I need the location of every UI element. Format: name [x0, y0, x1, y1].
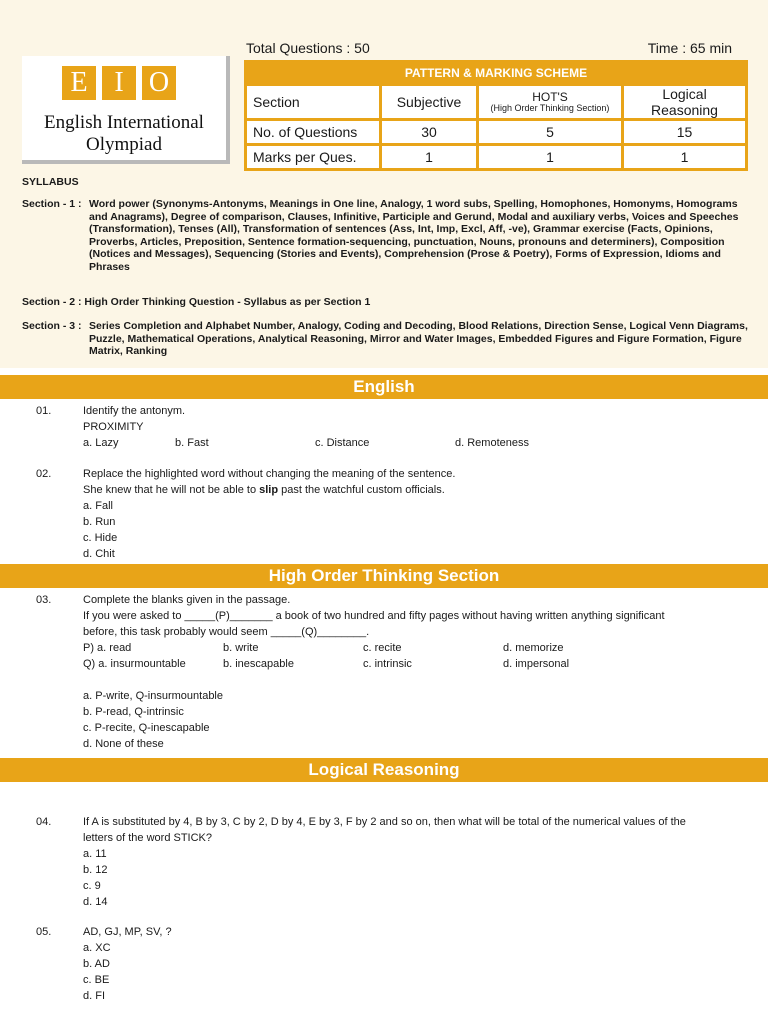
cell-value: 5: [478, 120, 623, 145]
logo-title-line1: English International: [44, 112, 204, 133]
option-a: a. Lazy: [83, 437, 119, 449]
col-subjective: Subjective: [381, 85, 478, 120]
row-label: Marks per Ques.: [246, 145, 381, 170]
col-hots-title: HOT'S: [532, 90, 568, 104]
syllabus-section-3: [22, 320, 752, 358]
logo-title-line2: Olympiad: [86, 134, 162, 155]
passage-line-2: before, this task probably would seem _____(Q)________.: [83, 626, 370, 638]
option-d: d. FI: [83, 990, 106, 1002]
p-options-row: [83, 640, 743, 656]
section-3-label: Section - 3 :: [22, 320, 82, 332]
scheme-row: [246, 145, 747, 170]
option-c: c. Distance: [315, 437, 370, 449]
option-a: a. XC: [83, 942, 111, 954]
question-number: 04.: [36, 816, 52, 828]
syllabus-heading: SYLLABUS: [22, 176, 79, 188]
col-hots-subtitle: (High Order Thinking Section): [490, 103, 610, 113]
syllabus-section-1: [22, 198, 752, 273]
option-a: a. Fall: [83, 500, 113, 512]
total-questions: Total Questions : 50: [246, 40, 370, 56]
option-a: a. P-write, Q-insurmountable: [83, 690, 223, 702]
cell-value: 15: [623, 120, 747, 145]
question-number: 02.: [36, 468, 52, 480]
q-options-row: [83, 656, 743, 672]
q-option-c: c. intrinsic: [363, 658, 412, 670]
english-band: English: [0, 375, 768, 399]
cell-value: 30: [381, 120, 478, 145]
scheme-caption: PATTERN & MARKING SCHEME: [246, 62, 747, 85]
col-logical: Logical Reasoning: [623, 85, 747, 120]
question-text: Complete the blanks given in the passage.: [83, 594, 291, 606]
question-number: 05.: [36, 926, 52, 938]
option-c: c. BE: [83, 974, 110, 986]
section-1-label: Section - 1 :: [22, 198, 82, 210]
cell-value: 1: [478, 145, 623, 170]
p-option-c: c. recite: [363, 642, 402, 654]
question-sentence: [83, 482, 743, 498]
cell-value: 1: [623, 145, 747, 170]
option-d: d. None of these: [83, 738, 164, 750]
marking-scheme-table: [244, 60, 748, 171]
sentence-end: past the watchful custom officials.: [278, 484, 445, 496]
header-panel: [0, 0, 768, 368]
section-3-topics: Series Completion and Alphabet Number, Analogy, Coding and Decoding, Blood Relations, Direction Sense, Logical Venn Diagrams, Puzzle, Mathematical Operations, Analytical Reasoning, Mirror and Water Images, Embedded Figures and Figure Formation, Figure Matrix, Ranking: [89, 320, 748, 357]
option-b: b. Run: [83, 516, 116, 528]
logo-letter-o: O: [142, 66, 176, 100]
q-option-d: d. impersonal: [503, 658, 570, 670]
hots-band: High Order Thinking Section: [0, 564, 768, 588]
option-d: d. Chit: [83, 548, 115, 560]
logical-band: Logical Reasoning: [0, 758, 768, 782]
option-d: d. 14: [83, 896, 108, 908]
eio-logo: [22, 56, 230, 164]
passage-line-1: If you were asked to _____(P)_______ a book of two hundred and fifty pages without having written anything significant: [83, 610, 665, 622]
option-b: b. P-read, Q-intrinsic: [83, 706, 184, 718]
options-row: [83, 435, 743, 451]
p-option-a: P) a. read: [83, 642, 132, 654]
question-text: If A is substituted by 4, B by 3, C by 2, D by 4, E by 3, F by 2 and so on, then what will be total of the numerical values of the: [83, 816, 686, 828]
option-b: b. Fast: [175, 437, 209, 449]
q-option-b: b. inescapable: [223, 658, 294, 670]
time-limit: Time : 65 min: [647, 40, 732, 56]
question-word: PROXIMITY: [83, 421, 144, 433]
question-text: Replace the highlighted word without changing the meaning of the sentence.: [83, 468, 456, 480]
q-option-a: Q) a. insurmountable: [83, 658, 186, 670]
col-hots: [478, 85, 623, 120]
question-text-cont: letters of the word STICK?: [83, 832, 212, 844]
cell-value: 1: [381, 145, 478, 170]
question-text: Identify the antonym.: [83, 405, 186, 417]
sentence-start: She knew that he will not be able to: [83, 484, 260, 496]
scheme-row: [246, 120, 747, 145]
logo-letter-e: E: [62, 66, 96, 100]
option-c: c. P-recite, Q-inescapable: [83, 722, 210, 734]
row-label: No. of Questions: [246, 120, 381, 145]
section-1-text: [22, 198, 752, 273]
option-d: d. Remoteness: [455, 437, 529, 449]
p-option-b: b. write: [223, 642, 259, 654]
logo-letter-i: I: [102, 66, 136, 100]
option-c: c. Hide: [83, 532, 118, 544]
p-option-d: d. memorize: [503, 642, 564, 654]
scheme-header-row: [246, 85, 747, 120]
question-number: 03.: [36, 594, 52, 606]
section-1-topics: Word power (Synonyms-Antonyms, Meanings in One line, Analogy, 1 word subs, Spelling, Homophones, Homonyms, Homograms and Anagrams), Degree of comparison, Clauses, Infinitive, Participle and Gerund, Modal and auxiliary verbs, Voices and Speeches (Transformation), Tenses (All), Transformation of sentences (Ass, Int, Imp, Excl, Aff, -ve), Grammar exercise (Facts, Opinions, Proverbs, Articles, Preposition, Sentence formation-sequencing, punctuation, Nouns, pronouns and determiners), Composition (Notices and Messages), Sequencing (Stories and Events), Comprehension (Prose & Poetry), Forms of Expression, Idioms and Phrases: [89, 198, 739, 273]
option-a: a. 11: [83, 848, 107, 860]
syllabus-section-2: Section - 2 : High Order Thinking Question - Syllabus as per Section 1: [22, 296, 371, 308]
question-text: AD, GJ, MP, SV, ?: [83, 926, 172, 938]
highlighted-word: slip: [259, 484, 279, 496]
option-c: c. 9: [83, 880, 101, 892]
question-number: 01.: [36, 405, 52, 417]
col-section: Section: [246, 85, 381, 120]
option-b: b. AD: [83, 958, 110, 970]
option-b: b. 12: [83, 864, 108, 876]
